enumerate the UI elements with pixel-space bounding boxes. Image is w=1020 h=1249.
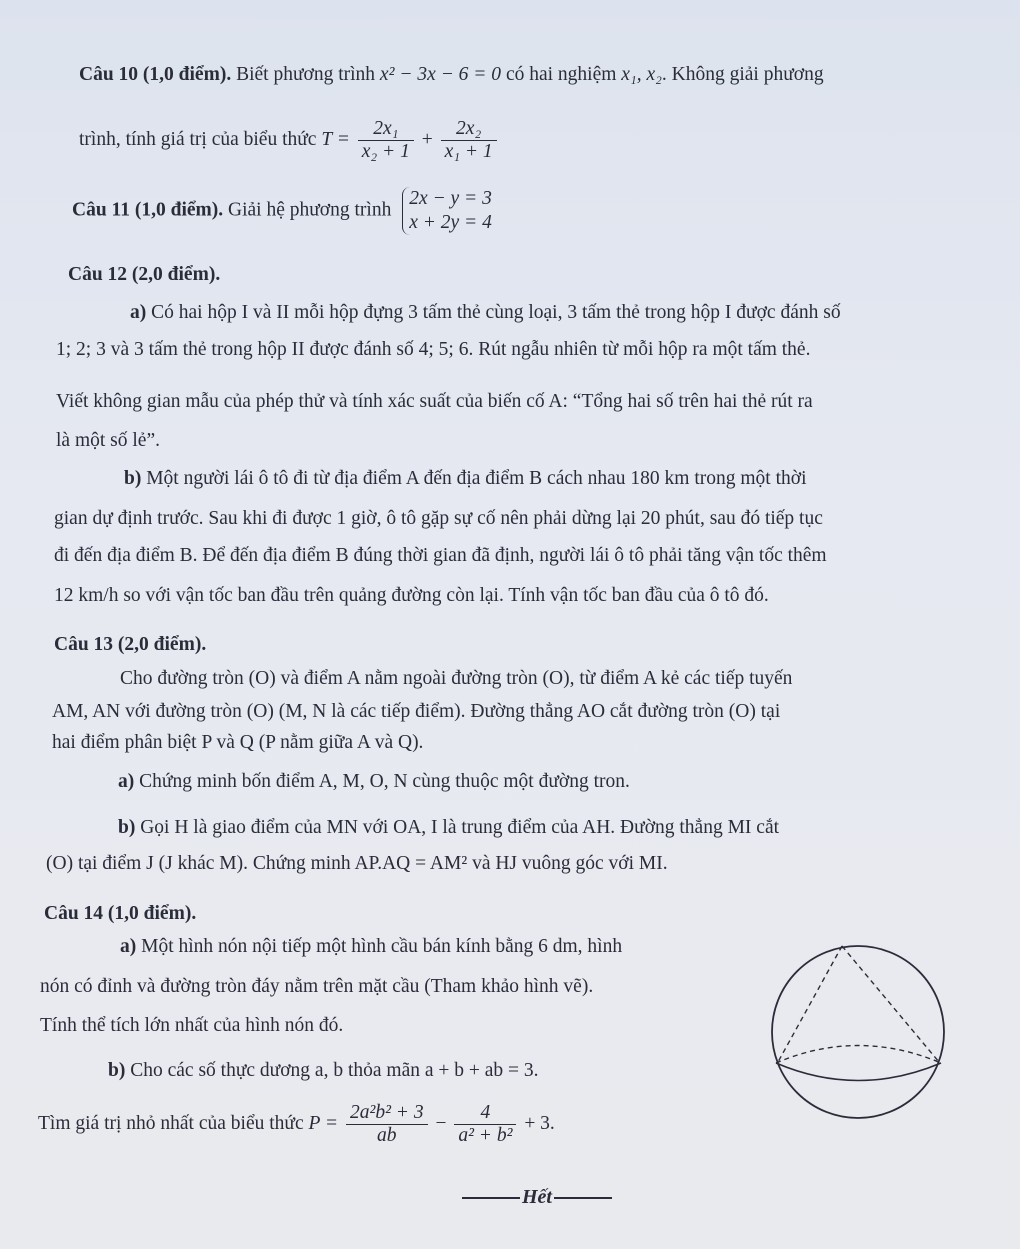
q10-f2-denominator: x₁ + 1: [444, 141, 493, 162]
q10-roots: x₁, x₂: [621, 64, 662, 85]
q13b-text1: Gọi H là giao điểm của MN với OA, I là trung điểm của AH. Đường thẳng MI cắt: [140, 817, 780, 838]
q12a-text1: Có hai hộp I và II mỗi hộp đựng 3 tấm thẻ cùng loại, 3 tấm thẻ trong hộp I được đánh số: [151, 302, 841, 323]
q10-label: Câu 10 (1,0 điểm).: [79, 64, 232, 85]
end-text: Hết: [522, 1186, 552, 1208]
q14a-line2: nón có đỉnh và đường tròn đáy nằm trên mặt cầu (Tham khảo hình vẽ).: [40, 976, 594, 997]
q11-eq2: x + 2y = 4: [409, 212, 492, 233]
q13a-text: Chứng minh bốn điểm A, M, O, N cùng thuộc một đường tron.: [139, 771, 630, 792]
end-dash-right: [554, 1197, 612, 1199]
q13-line2: AM, AN với đường tròn (O) (M, N là các tiếp điểm). Đường thẳng AO cắt đường tròn (O) tại: [52, 701, 781, 722]
q10-line2: [79, 118, 500, 163]
q12b-line1: [124, 466, 807, 492]
q10-text4: trình, tính giá trị của biểu thức: [79, 128, 317, 150]
q14b-tail: + 3.: [524, 1112, 555, 1134]
q12b-line4: 12 km/h so với vận tốc ban đầu trên quảng đường còn lại. Tính vận tốc ban đầu của ô tô đó.: [54, 585, 769, 606]
q10-T: T =: [321, 128, 350, 150]
q13-line3: hai điểm phân biệt P và Q (P nằm giữa A và Q).: [52, 732, 424, 753]
q14-label: Câu 14 (1,0 điểm).: [44, 903, 197, 924]
q14a-line3: Tính thể tích lớn nhất của hình nón đó.: [40, 1015, 344, 1036]
q13a-line: [118, 769, 630, 795]
q12a-line2: 1; 2; 3 và 3 tấm thẻ trong hộp II được đánh số 4; 5; 6. Rút ngẫu nhiên từ mỗi hộp ra một tấm thẻ.: [56, 339, 811, 360]
q10-text3: . Không giải phương: [661, 64, 824, 85]
q13-label: Câu 13 (2,0 điểm).: [54, 634, 207, 655]
q14b-text2: Tìm giá trị nhỏ nhất của biểu thức: [38, 1112, 304, 1134]
q10-text1: Biết phương trình: [236, 64, 376, 85]
q13b-label: b): [118, 817, 136, 838]
q11-eq1: 2x − y = 3: [409, 188, 492, 209]
q13a-label: a): [118, 771, 135, 792]
q13b-line2: (O) tại điểm J (J khác M). Chứng minh AP.AQ = AM² và HJ vuông góc với MI.: [46, 853, 668, 874]
cone-right-edge: [842, 946, 939, 1062]
q10-text2: có hai nghiệm: [505, 64, 617, 85]
q14b-fraction-2: [454, 1102, 516, 1147]
q14b-text1: Cho các số thực dương a, b thỏa mãn a + b + ab = 3.: [130, 1060, 539, 1081]
q14b-f2-numerator: 4: [454, 1102, 516, 1125]
q10-plus: +: [421, 128, 433, 150]
cone-left-edge: [778, 946, 842, 1062]
sphere-outline: [772, 946, 944, 1118]
cone-base-front: [776, 1063, 941, 1081]
q12b-line3: đi đến địa điểm B. Để đến địa điểm B đúng thời gian đã định, người lái ô tô phải tăng vận tốc thêm: [54, 545, 827, 566]
q14b-P: P =: [308, 1112, 339, 1134]
q12b-label: b): [124, 468, 142, 489]
q11-text: Giải hệ phương trình: [228, 199, 392, 221]
q14a-label: a): [120, 936, 137, 957]
sphere-cone-figure: [766, 928, 956, 1128]
q10-f1-denominator: x₂ + 1: [361, 141, 410, 162]
q14b-fraction-1: [346, 1102, 428, 1147]
q12b-line2: gian dự định trước. Sau khi đi được 1 giờ, ô tô gặp sự cố nên phải dừng lại 20 phút, sau đó tiếp tục: [54, 508, 823, 529]
q12b-text1: Một người lái ô tô đi từ địa điểm A đến địa điểm B cách nhau 180 km trong một thời: [146, 468, 807, 489]
q14a-text1: Một hình nón nội tiếp một hình cầu bán kính bằng 6 dm, hình: [141, 936, 623, 957]
q10-fraction-2: [441, 118, 497, 163]
q14b-f2-denominator: a² + b²: [458, 1125, 513, 1146]
end-marker: [460, 1186, 614, 1209]
q14b-f1-denominator: ab: [377, 1125, 397, 1146]
q10-line1: [79, 62, 824, 88]
q14b-line2: [38, 1102, 555, 1147]
q12a-label: a): [130, 302, 147, 323]
cone-base-back: [776, 1046, 941, 1064]
q14b-label: b): [108, 1060, 126, 1081]
q13b-line1: [118, 815, 779, 841]
q12a-line3: Viết không gian mẫu của phép thử và tính xác suất của biến cố A: “Tổng hai số trên hai thẻ rút ra: [56, 391, 813, 412]
q14b-line1: [108, 1058, 539, 1084]
q14b-minus: −: [435, 1112, 447, 1134]
q11-label: Câu 11 (1,0 điểm).: [72, 199, 224, 221]
q10-f1-numerator: 2x₁: [358, 118, 414, 141]
q10-equation: x² − 3x − 6 = 0: [379, 64, 502, 85]
q12a-line1: [130, 300, 841, 326]
q10-f2-numerator: 2x₂: [441, 118, 497, 141]
q11-line: [72, 187, 492, 235]
q12-label: Câu 12 (2,0 điểm).: [68, 264, 221, 285]
q11-system: [402, 187, 492, 235]
end-dash-left: [462, 1197, 520, 1199]
q10-fraction-1: [358, 118, 414, 163]
q14a-line1: [120, 934, 622, 960]
q14b-f1-numerator: 2a²b² + 3: [346, 1102, 428, 1125]
q12a-line4: là một số lẻ”.: [56, 430, 160, 451]
q13-line1: Cho đường tròn (O) và điểm A nằm ngoài đường tròn (O), từ điểm A kẻ các tiếp tuyến: [120, 668, 793, 689]
